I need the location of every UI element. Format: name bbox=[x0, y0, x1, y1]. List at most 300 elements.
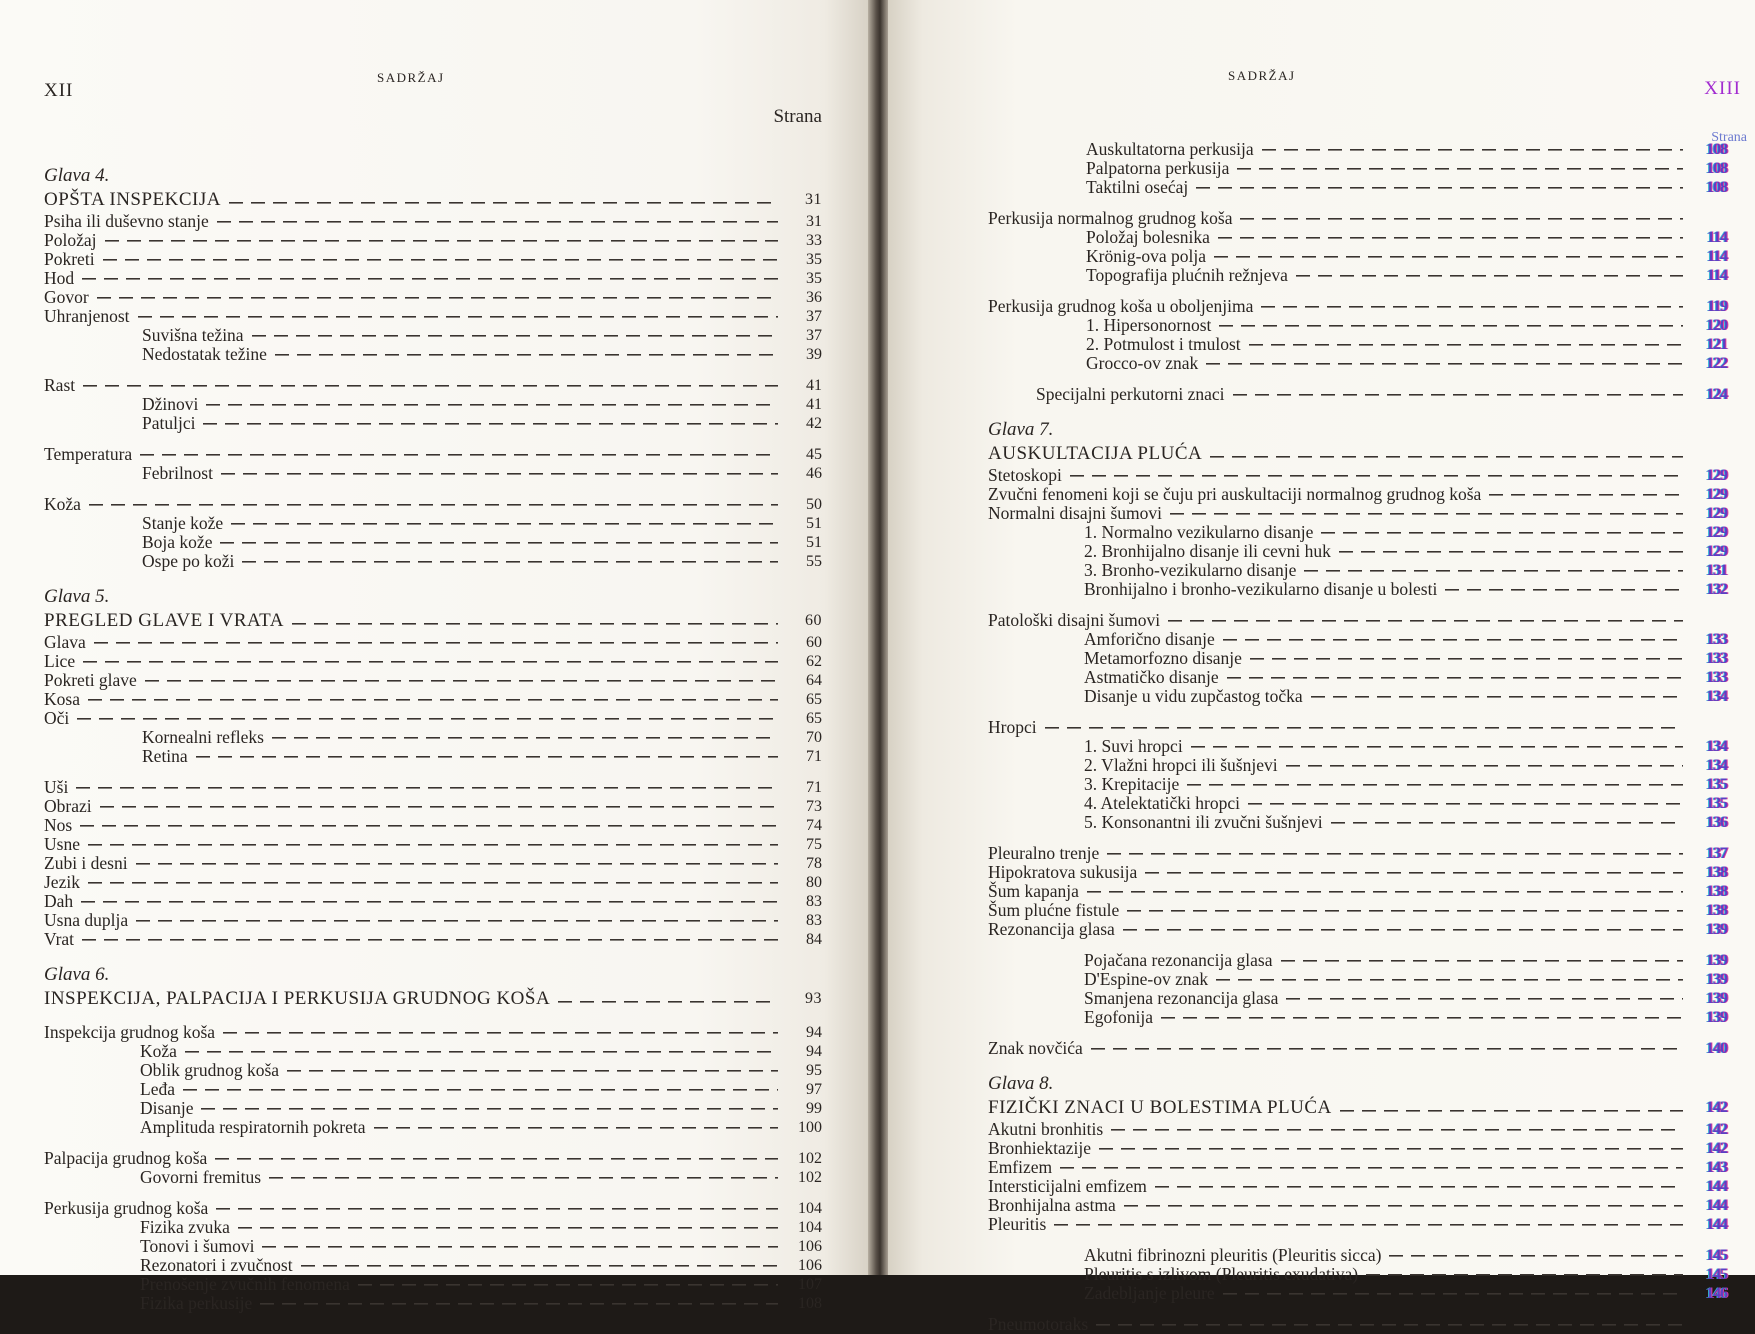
toc-entry-title: Disanje u vidu zupčastog točka bbox=[1084, 686, 1303, 706]
toc-entry bbox=[44, 1237, 822, 1256]
toc-entry bbox=[44, 873, 822, 892]
toc-entry bbox=[988, 1315, 1727, 1334]
toc-page-number: 138 bbox=[1706, 864, 1727, 881]
toc-page-number: 129 bbox=[1706, 505, 1727, 522]
toc-page-number: 139 bbox=[1706, 971, 1727, 988]
toc-entry bbox=[988, 385, 1727, 404]
toc-entry bbox=[44, 326, 822, 345]
toc-entry bbox=[988, 718, 1727, 737]
toc-page-number: 140 bbox=[1706, 1040, 1727, 1057]
toc-entry bbox=[44, 250, 822, 269]
toc-entry bbox=[988, 247, 1727, 266]
toc-entry bbox=[988, 1139, 1727, 1158]
dash-leader bbox=[1111, 1125, 1683, 1135]
toc-page-number: 41 bbox=[806, 396, 822, 413]
toc-entry bbox=[988, 485, 1727, 504]
toc-entry-title: Astmatičko disanje bbox=[1084, 667, 1219, 687]
toc-entry-title: D'Espine-ov znak bbox=[1084, 969, 1209, 989]
toc-entry bbox=[44, 1168, 822, 1187]
toc-entry bbox=[988, 504, 1727, 523]
dash-leader bbox=[229, 198, 778, 208]
dash-leader bbox=[1216, 975, 1683, 985]
toc-entry-title: 2. Bronhijalno disanje ili cevni huk bbox=[1084, 541, 1331, 561]
toc-entry bbox=[988, 863, 1727, 882]
chapter-label: Glava 5. bbox=[44, 586, 110, 607]
toc-entry bbox=[44, 930, 822, 949]
toc-entry-title: Pneumotoraks bbox=[988, 1314, 1089, 1334]
toc-page-number: 102 bbox=[798, 1150, 822, 1167]
dash-leader bbox=[1339, 547, 1683, 557]
dash-leader bbox=[1214, 252, 1683, 262]
toc-page-number: 33 bbox=[806, 232, 822, 249]
toc-entry-title: 1. Suvi hropci bbox=[1084, 736, 1183, 756]
toc-entry-title: AUSKULTACIJA PLUĆA bbox=[988, 443, 1203, 464]
dash-leader bbox=[82, 274, 778, 284]
dash-leader bbox=[88, 695, 778, 705]
toc-entry bbox=[988, 354, 1727, 373]
toc-entry bbox=[44, 835, 822, 854]
toc-page-number: 135 bbox=[1706, 795, 1727, 812]
toc-entry-title: 4. Atelektatički hropci bbox=[1084, 793, 1240, 813]
dash-leader bbox=[1223, 1289, 1683, 1299]
toc-entry bbox=[44, 414, 822, 433]
toc-entry bbox=[44, 212, 822, 231]
toc-entry bbox=[44, 671, 822, 690]
toc-page-number: 131 bbox=[1706, 562, 1727, 579]
toc-page-number: 133 bbox=[1706, 669, 1727, 686]
dash-leader bbox=[94, 638, 778, 648]
toc-entry bbox=[44, 1023, 822, 1042]
toc-page-number: 129 bbox=[1706, 467, 1727, 484]
toc-entry bbox=[988, 794, 1727, 813]
toc-page-number: 142 bbox=[1706, 1121, 1727, 1138]
toc-entry bbox=[988, 1265, 1727, 1284]
dash-leader bbox=[185, 1047, 778, 1057]
toc-entry-title: Leđa bbox=[140, 1079, 175, 1099]
chapter-label: Glava 4. bbox=[44, 165, 110, 186]
toc-entry bbox=[44, 1256, 822, 1275]
toc-entry-title: Psiha ili duševno stanje bbox=[44, 211, 209, 231]
toc-page-number: 39 bbox=[806, 346, 822, 363]
toc-entry bbox=[988, 1246, 1727, 1265]
toc-page-number: 41 bbox=[806, 377, 822, 394]
dash-leader bbox=[1219, 321, 1683, 331]
toc-entry bbox=[44, 797, 822, 816]
dash-leader bbox=[1123, 925, 1683, 935]
toc-page-number: 121 bbox=[1706, 336, 1727, 353]
toc-entry-title: Šum plućne fistule bbox=[988, 900, 1120, 920]
toc-page-number: 145 bbox=[1706, 1247, 1727, 1264]
toc-entry-title: Akutni fibrinozni pleuritis (Pleuritis sicca) bbox=[1084, 1245, 1382, 1265]
dash-leader bbox=[81, 897, 778, 907]
dash-leader bbox=[1070, 471, 1683, 481]
toc-entry-title: Intersticijalni emfizem bbox=[988, 1176, 1147, 1196]
toc-page-number: 65 bbox=[806, 691, 822, 708]
toc-entry-title: Hod bbox=[44, 268, 75, 288]
toc-entry bbox=[988, 523, 1727, 542]
toc-page-number: 120 bbox=[1706, 317, 1727, 334]
toc-entry-title: 2. Potmulost i tmulost bbox=[1086, 334, 1241, 354]
toc-entry-title: Fizika zvuka bbox=[140, 1217, 230, 1237]
toc-page-number: 119 bbox=[1706, 298, 1727, 315]
dash-leader bbox=[183, 1085, 778, 1095]
toc-page-number: 74 bbox=[806, 817, 822, 834]
toc-entry-title: Jezik bbox=[44, 872, 80, 892]
toc-page-number: 71 bbox=[806, 748, 822, 765]
dash-leader bbox=[1107, 849, 1683, 859]
dash-leader bbox=[1096, 1320, 1683, 1330]
toc-entry bbox=[44, 1218, 822, 1237]
toc-entry bbox=[44, 231, 822, 250]
toc-page-number: 99 bbox=[806, 1100, 822, 1117]
dash-leader bbox=[100, 802, 778, 812]
toc-page-number: 36 bbox=[806, 289, 822, 306]
toc-entry-title: Perkusija grudnog koša u oboljenjima bbox=[988, 296, 1254, 316]
toc-page-number: 104 bbox=[798, 1219, 822, 1236]
toc-page-number: 94 bbox=[806, 1043, 822, 1060]
toc-entry-title: PREGLED GLAVE I VRATA bbox=[44, 610, 284, 631]
toc-entry-title: 3. Bronho-vezikularno disanje bbox=[1084, 560, 1297, 580]
toc-entry bbox=[44, 1199, 822, 1218]
toc-entry bbox=[44, 345, 822, 364]
toc-page-number: 100 bbox=[798, 1119, 822, 1136]
dash-leader bbox=[1340, 1106, 1683, 1116]
toc-page-number: 106 bbox=[798, 1238, 822, 1255]
dash-leader bbox=[1304, 566, 1683, 576]
toc-entry-title: Kornealni refleks bbox=[142, 727, 264, 747]
dash-leader bbox=[275, 350, 778, 360]
toc-page-number: 37 bbox=[806, 308, 822, 325]
toc-entry-title: Tonovi i šumovi bbox=[140, 1236, 255, 1256]
dash-leader bbox=[374, 1123, 779, 1133]
toc-entry bbox=[988, 1008, 1727, 1027]
toc-entry bbox=[44, 816, 822, 835]
toc-entry-title: Amforično disanje bbox=[1084, 629, 1215, 649]
toc-entry-title: Pleuritis s izlivom (Pleuritis exudativa) bbox=[1084, 1264, 1359, 1284]
toc-entry-title: Položaj bolesnika bbox=[1086, 227, 1210, 247]
toc-entry bbox=[988, 228, 1727, 247]
toc-entry-title: Lice bbox=[44, 651, 76, 671]
toc-entry bbox=[988, 297, 1727, 316]
toc-entry-title: Grocco-ov znak bbox=[1086, 353, 1199, 373]
dash-leader bbox=[82, 935, 778, 945]
toc-entry bbox=[44, 747, 822, 766]
toc-page-number: 97 bbox=[806, 1081, 822, 1098]
dash-leader bbox=[196, 752, 778, 762]
toc-entry-title: Znak novčića bbox=[988, 1038, 1083, 1058]
toc-entry bbox=[44, 514, 822, 533]
toc-page-number: 146 bbox=[1706, 1285, 1727, 1302]
toc-page-number: 51 bbox=[806, 515, 822, 532]
toc-entry bbox=[44, 1275, 822, 1294]
dash-leader bbox=[287, 1066, 778, 1076]
toc-page-number: 55 bbox=[806, 553, 822, 570]
dash-leader bbox=[103, 255, 778, 265]
toc-page-number: 132 bbox=[1706, 581, 1727, 598]
dash-leader bbox=[1445, 585, 1683, 595]
toc-entry-title: Koža bbox=[140, 1041, 177, 1061]
toc-entry bbox=[988, 649, 1727, 668]
toc-entry bbox=[44, 188, 822, 212]
toc-entry-title: Pleuralno trenje bbox=[988, 843, 1100, 863]
dash-leader bbox=[1127, 906, 1683, 916]
toc-entry bbox=[44, 854, 822, 873]
dash-leader bbox=[1489, 490, 1683, 500]
dash-leader bbox=[216, 1204, 778, 1214]
toc-entry-title: Nedostatak težine bbox=[142, 344, 267, 364]
dash-leader bbox=[262, 1242, 778, 1252]
toc-entry bbox=[44, 395, 822, 414]
toc-entry bbox=[988, 882, 1727, 901]
toc-entry-title: Specijalni perkutorni znaci bbox=[1036, 384, 1225, 404]
toc-entry-title: Palpatorna perkusija bbox=[1086, 158, 1230, 178]
toc-page-number: 135 bbox=[1706, 776, 1727, 793]
toc-entry bbox=[44, 1042, 822, 1061]
toc-page-number: 46 bbox=[806, 465, 822, 482]
toc-entry-title: 2. Vlažni hropci ili šušnjevi bbox=[1084, 755, 1278, 775]
toc-page-number: 133 bbox=[1706, 631, 1727, 648]
toc-entry bbox=[44, 778, 822, 797]
toc-entry bbox=[44, 1080, 822, 1099]
toc-page-number: 114 bbox=[1706, 248, 1727, 265]
toc-entry-title: Fizika perkusije bbox=[140, 1293, 253, 1313]
toc-page-number: 139 bbox=[1706, 990, 1727, 1007]
toc-page-number: 142 bbox=[1706, 1099, 1727, 1116]
toc-entry-title: Boja kože bbox=[142, 532, 213, 552]
toc-page-number: 129 bbox=[1706, 524, 1727, 541]
toc-page-number: 107 bbox=[798, 1276, 822, 1293]
toc-entry bbox=[988, 920, 1727, 939]
dash-leader bbox=[1099, 1144, 1683, 1154]
toc-entry-title: Palpacija grudnog koša bbox=[44, 1148, 208, 1168]
toc-entry-title: Ospe po koži bbox=[142, 551, 235, 571]
right-page bbox=[888, 0, 1755, 1334]
toc-entry-title: Pleuritis bbox=[988, 1214, 1047, 1234]
dash-leader bbox=[88, 840, 778, 850]
toc-entry bbox=[988, 1215, 1727, 1234]
toc-page-number: 134 bbox=[1706, 738, 1727, 755]
toc-entry-title: Hropci bbox=[988, 717, 1037, 737]
toc-page-number: 35 bbox=[806, 251, 822, 268]
dash-leader bbox=[1237, 164, 1683, 174]
dash-leader bbox=[203, 419, 778, 429]
toc-page-number: 134 bbox=[1706, 757, 1727, 774]
dash-leader bbox=[1223, 635, 1683, 645]
toc-page-number: 104 bbox=[798, 1200, 822, 1217]
dash-leader bbox=[1281, 956, 1683, 966]
dash-leader bbox=[97, 293, 778, 303]
toc-entry bbox=[44, 1099, 822, 1118]
dash-leader bbox=[220, 538, 778, 548]
toc-page-number: 84 bbox=[806, 931, 822, 948]
toc-entry bbox=[988, 561, 1727, 580]
toc-page-number: 144 bbox=[1706, 1178, 1727, 1195]
toc-entry-title: Emfizem bbox=[988, 1157, 1053, 1177]
dash-leader bbox=[83, 657, 778, 667]
toc-entry bbox=[44, 690, 822, 709]
dash-leader bbox=[88, 878, 778, 888]
dash-leader bbox=[1286, 994, 1683, 1004]
toc-page-number: 138 bbox=[1706, 883, 1727, 900]
toc-entry-title: FIZIČKI ZNACI U BOLESTIMA PLUĆA bbox=[988, 1097, 1332, 1118]
toc-entry-title: Rast bbox=[44, 375, 76, 395]
toc-page-number: 60 bbox=[806, 634, 822, 651]
dash-leader bbox=[1311, 692, 1683, 702]
page-column-header: Strana bbox=[1711, 130, 1747, 145]
toc-page-number: 42 bbox=[806, 415, 822, 432]
toc-entry-title: Rezonancija glasa bbox=[988, 919, 1115, 939]
toc-entry bbox=[44, 288, 822, 307]
toc-entry bbox=[44, 609, 822, 633]
toc-entry-title: Normalni disajni šumovi bbox=[988, 503, 1163, 523]
toc-page-number: 31 bbox=[806, 213, 822, 230]
toc-entry-title: Perkusija grudnog koša bbox=[44, 1198, 209, 1218]
toc-entry-title: Patuljci bbox=[142, 413, 196, 433]
dash-leader bbox=[1233, 390, 1683, 400]
dash-leader bbox=[1054, 1220, 1683, 1230]
chapter-label: Glava 6. bbox=[44, 964, 110, 985]
toc-entry bbox=[44, 464, 822, 483]
dash-leader bbox=[140, 450, 778, 460]
toc-entry-title: Taktilni osećaj bbox=[1086, 177, 1189, 197]
toc-page-number: 106 bbox=[798, 1257, 822, 1274]
toc-page-number: 31 bbox=[805, 191, 822, 208]
toc-entry bbox=[44, 1118, 822, 1137]
toc-entry bbox=[44, 652, 822, 671]
toc-entry bbox=[44, 495, 822, 514]
toc-page-number: 73 bbox=[806, 798, 822, 815]
dash-leader bbox=[1161, 1013, 1683, 1023]
toc-entry-title: Auskultatorna perkusija bbox=[1086, 139, 1254, 159]
toc-entry-title: Uši bbox=[44, 777, 69, 797]
toc-entry bbox=[988, 901, 1727, 920]
toc-page-number: 94 bbox=[806, 1024, 822, 1041]
dash-leader bbox=[1168, 616, 1683, 626]
toc-entry bbox=[988, 209, 1727, 228]
dash-leader bbox=[260, 1299, 778, 1309]
toc-entry-title: Glava bbox=[44, 632, 86, 652]
toc-entry-title: Hipokratova sukusija bbox=[988, 862, 1138, 882]
dash-leader bbox=[1261, 302, 1683, 312]
toc-entry bbox=[988, 668, 1727, 687]
toc-entry-title: Bronhijalno i bronho-vezikularno disanje u bolesti bbox=[1084, 579, 1438, 599]
toc-page-number: 35 bbox=[806, 270, 822, 287]
toc-page-number: 144 bbox=[1706, 1197, 1727, 1214]
toc-page-number: 83 bbox=[806, 893, 822, 910]
table-of-contents bbox=[44, 164, 822, 1313]
toc-entry bbox=[988, 775, 1727, 794]
toc-entry-title: Uhranjenost bbox=[44, 306, 130, 326]
dash-leader bbox=[292, 619, 778, 629]
dash-leader bbox=[77, 714, 778, 724]
toc-page-number: 122 bbox=[1706, 355, 1727, 372]
toc-entry bbox=[988, 1039, 1727, 1058]
dash-leader bbox=[1286, 761, 1683, 771]
dash-leader bbox=[136, 859, 778, 869]
toc-page-number: 114 bbox=[1706, 229, 1727, 246]
toc-entry-title: 3. Krepitacije bbox=[1084, 774, 1180, 794]
toc-entry-title: Bronhijalna astma bbox=[988, 1195, 1116, 1215]
toc-entry-title: Suvišna težina bbox=[142, 325, 244, 345]
toc-page-number: 80 bbox=[806, 874, 822, 891]
running-head: SADRŽAJ bbox=[1228, 68, 1296, 83]
toc-page-number: 139 bbox=[1706, 952, 1727, 969]
dash-leader bbox=[1124, 1201, 1683, 1211]
toc-entry bbox=[988, 756, 1727, 775]
dash-leader bbox=[1206, 359, 1683, 369]
toc-entry-title: 5. Konsonantni ili zvučni šušnjevi bbox=[1084, 812, 1323, 832]
toc-page-number: 78 bbox=[806, 855, 822, 872]
toc-page-number: 62 bbox=[806, 653, 822, 670]
dash-leader bbox=[221, 469, 778, 479]
toc-page-number: 108 bbox=[1706, 141, 1727, 158]
toc-page-number: 136 bbox=[1706, 814, 1727, 831]
toc-page-number: 139 bbox=[1706, 1009, 1727, 1026]
toc-entry-title: Šum kapanja bbox=[988, 881, 1079, 901]
toc-page-number: 95 bbox=[806, 1062, 822, 1079]
dash-leader bbox=[1296, 271, 1683, 281]
dash-leader bbox=[1249, 340, 1683, 350]
page-folio: XII bbox=[44, 80, 74, 101]
dash-leader bbox=[1196, 183, 1683, 193]
dash-leader bbox=[105, 236, 779, 246]
toc-entry-title: Egofonija bbox=[1084, 1007, 1154, 1027]
dash-leader bbox=[1155, 1182, 1683, 1192]
toc-page-number: 71 bbox=[806, 779, 822, 796]
toc-entry bbox=[988, 1120, 1727, 1139]
toc-entry bbox=[988, 266, 1727, 285]
chapter-label: Glava 7. bbox=[988, 419, 1054, 440]
dash-leader bbox=[1191, 742, 1683, 752]
toc-entry bbox=[988, 159, 1727, 178]
toc-entry bbox=[988, 140, 1727, 159]
toc-entry bbox=[44, 1149, 822, 1168]
toc-entry bbox=[988, 1196, 1727, 1215]
dash-leader bbox=[145, 676, 778, 686]
dash-leader bbox=[1091, 1044, 1683, 1054]
toc-entry-title: Zubi i desni bbox=[44, 853, 128, 873]
toc-entry-title: Metamorfozno disanje bbox=[1084, 648, 1242, 668]
dash-leader bbox=[1248, 799, 1683, 809]
dash-leader bbox=[89, 500, 778, 510]
toc-entry bbox=[44, 307, 822, 326]
toc-entry-title: Pokreti bbox=[44, 249, 95, 269]
toc-page-number: 60 bbox=[805, 612, 822, 629]
toc-entry bbox=[988, 466, 1727, 485]
toc-entry-title: Akutni bronhitis bbox=[988, 1119, 1104, 1139]
toc-page-number: 145 bbox=[1706, 1266, 1727, 1283]
toc-entry bbox=[44, 728, 822, 747]
dash-leader bbox=[1240, 214, 1683, 224]
toc-page-number: 144 bbox=[1706, 1216, 1727, 1233]
left-page-header bbox=[44, 0, 822, 150]
toc-entry-title: Govor bbox=[44, 287, 89, 307]
toc-entry-title: OPŠTA INSPEKCIJA bbox=[44, 189, 221, 210]
running-head: SADRŽAJ bbox=[377, 70, 445, 85]
toc-entry bbox=[988, 442, 1727, 466]
toc-entry bbox=[44, 633, 822, 652]
toc-entry bbox=[988, 737, 1727, 756]
toc-entry bbox=[988, 687, 1727, 706]
dash-leader bbox=[1218, 233, 1683, 243]
page-folio: XIII bbox=[1704, 78, 1741, 99]
dash-leader bbox=[1331, 818, 1683, 828]
left-page bbox=[0, 0, 868, 1313]
toc-entry-title: Krönig-ova polja bbox=[1086, 246, 1207, 266]
toc-entry-title: Febrilnost bbox=[142, 463, 213, 483]
toc-entry-title: Smanjena rezonancija glasa bbox=[1084, 988, 1279, 1008]
toc-entry bbox=[988, 951, 1727, 970]
